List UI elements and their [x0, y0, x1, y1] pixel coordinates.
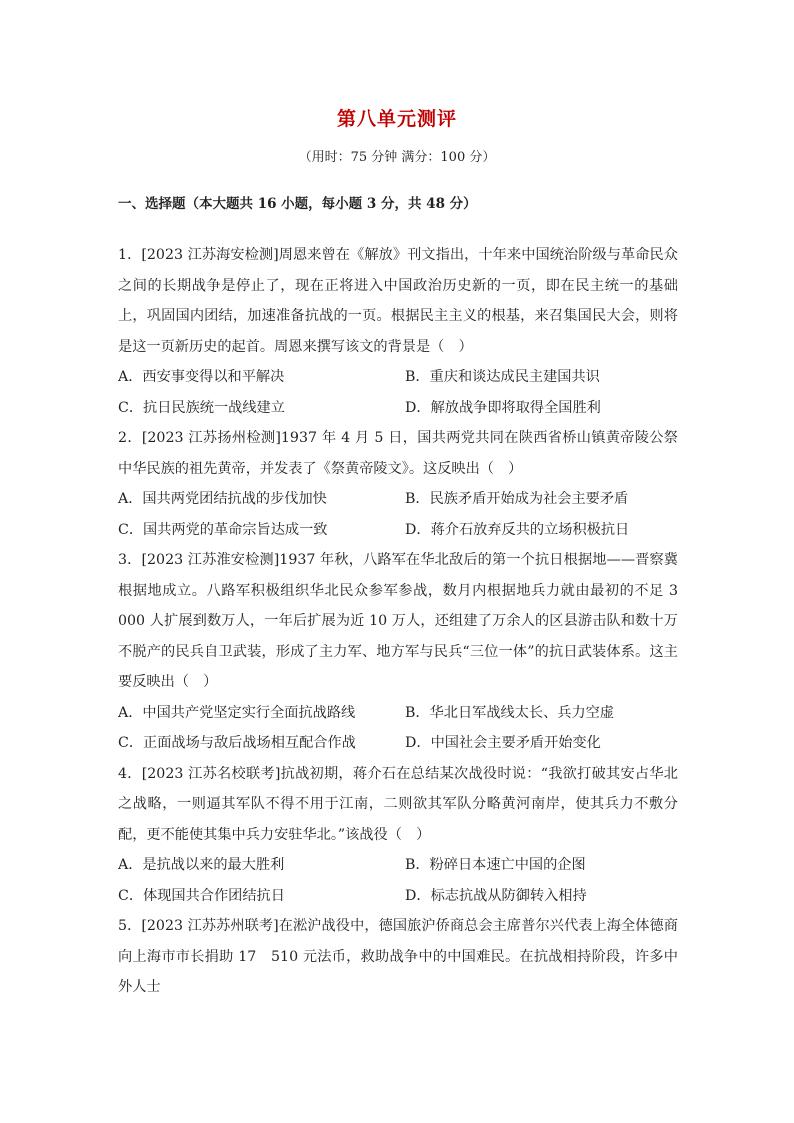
option-b: B．重庆和谈达成民主建国共识 [405, 369, 600, 385]
option-b: B．民族矛盾开始成为社会主要矛盾 [405, 491, 629, 507]
option-c: C．抗日民族统一战线建立 [118, 399, 285, 416]
question-list [118, 240, 678, 1003]
question-stem: 1．[2023 江苏海安检测]周恩来曾在《解放》刊文指出，十年来中国统治阶级与革命民众之间的长期战争是停止了，现在正将进入中国政治历史新的一页，即在民主统一的基础上，巩固国内团结，加速准备抗战的一页。根据民主主义的根基，来召集国民大会，则将是这一页新历史的起首。周恩来撰写该文的背景是（ ） [118, 247, 678, 355]
question-4 [118, 759, 678, 912]
option-c: C．国共两党的革命宗旨达成一致 [118, 521, 328, 538]
option-d: D．解放战争即将取得全国胜利 [405, 399, 601, 416]
option-d: D．标志抗战从防御转入相持 [405, 887, 587, 904]
question-options [118, 698, 678, 759]
option-a: A．国共两党团结抗战的步伐加快 [118, 491, 327, 507]
question-options [118, 362, 678, 423]
question-stem: 2．[2023 江苏扬州检测]1937 年 4 月 5 日，国共两党共同在陕西省桥山镇黄帝陵公祭中华民族的祖先黄帝，并发表了《祭黄帝陵文》。这反映出（ ） [118, 430, 678, 477]
option-b: B．华北日军战线太长、兵力空虚 [405, 704, 615, 721]
option-a: A．是抗战以来的最大胜利 [118, 857, 285, 873]
option-a: A．中国共产党坚定实行全面抗战路线 [118, 704, 356, 721]
question-2 [118, 423, 678, 545]
question-options [118, 850, 678, 911]
option-d: D．蒋介石放弃反共的立场积极抗日 [405, 521, 630, 538]
option-b: B．粉碎日本速亡中国的企图 [405, 857, 586, 873]
option-c: C．体现国共合作团结抗日 [118, 887, 285, 904]
question-options [118, 484, 678, 545]
question-stem: 4．[2023 江苏名校联考]抗战初期，蒋介石在总结某次战役时说：“我欲打破其安占华北之战略，一则逼其军队不得不用于江南，二则欲其军队分略黄河南岸，使其兵力不敷分配，更不能使其集中兵力安驻华北。”该战役（ ） [118, 765, 678, 843]
option-d: D．中国社会主要矛盾开始变化 [405, 735, 601, 751]
question-stem: 5．[2023 江苏苏州联考]在淞沪战役中，德国旅沪侨商总会主席普尔兴代表上海全体德商向上海市市长捐助 17 510 元法币，救助战争中的中国难民。在抗战相持阶段，许多中外人士 [118, 918, 678, 995]
section-heading: 一、选择题（本大题共 16 小题，每小题 3 分，共 48 分） [118, 196, 477, 212]
question-5 [118, 911, 678, 1003]
option-a: A．西安事变得以和平解决 [118, 369, 285, 385]
exam-info: （用时：75 分钟 满分：100 分） [298, 150, 496, 165]
page-title: 第八单元测评 [336, 108, 457, 130]
question-3 [118, 545, 678, 759]
option-c: C．正面战场与敌后战场相互配合作战 [118, 735, 356, 751]
question-1 [118, 240, 678, 423]
question-stem: 3．[2023 江苏淮安检测]1937 年秋，八路军在华北敌后的第一个抗日根据地——晋察冀根据地成立。八路军积极组织华北民众参军参战，数月内根据地兵力就由最初的不足 3 000 人扩展到数万人，一年后扩展为近 10 万人，还组建了万余人的区县游击队和数十万不脱产的民兵自卫武装，形成了主力军、地方军与民兵“三位一体”的抗日武装体系。这主要反映出（ ） [118, 552, 678, 690]
